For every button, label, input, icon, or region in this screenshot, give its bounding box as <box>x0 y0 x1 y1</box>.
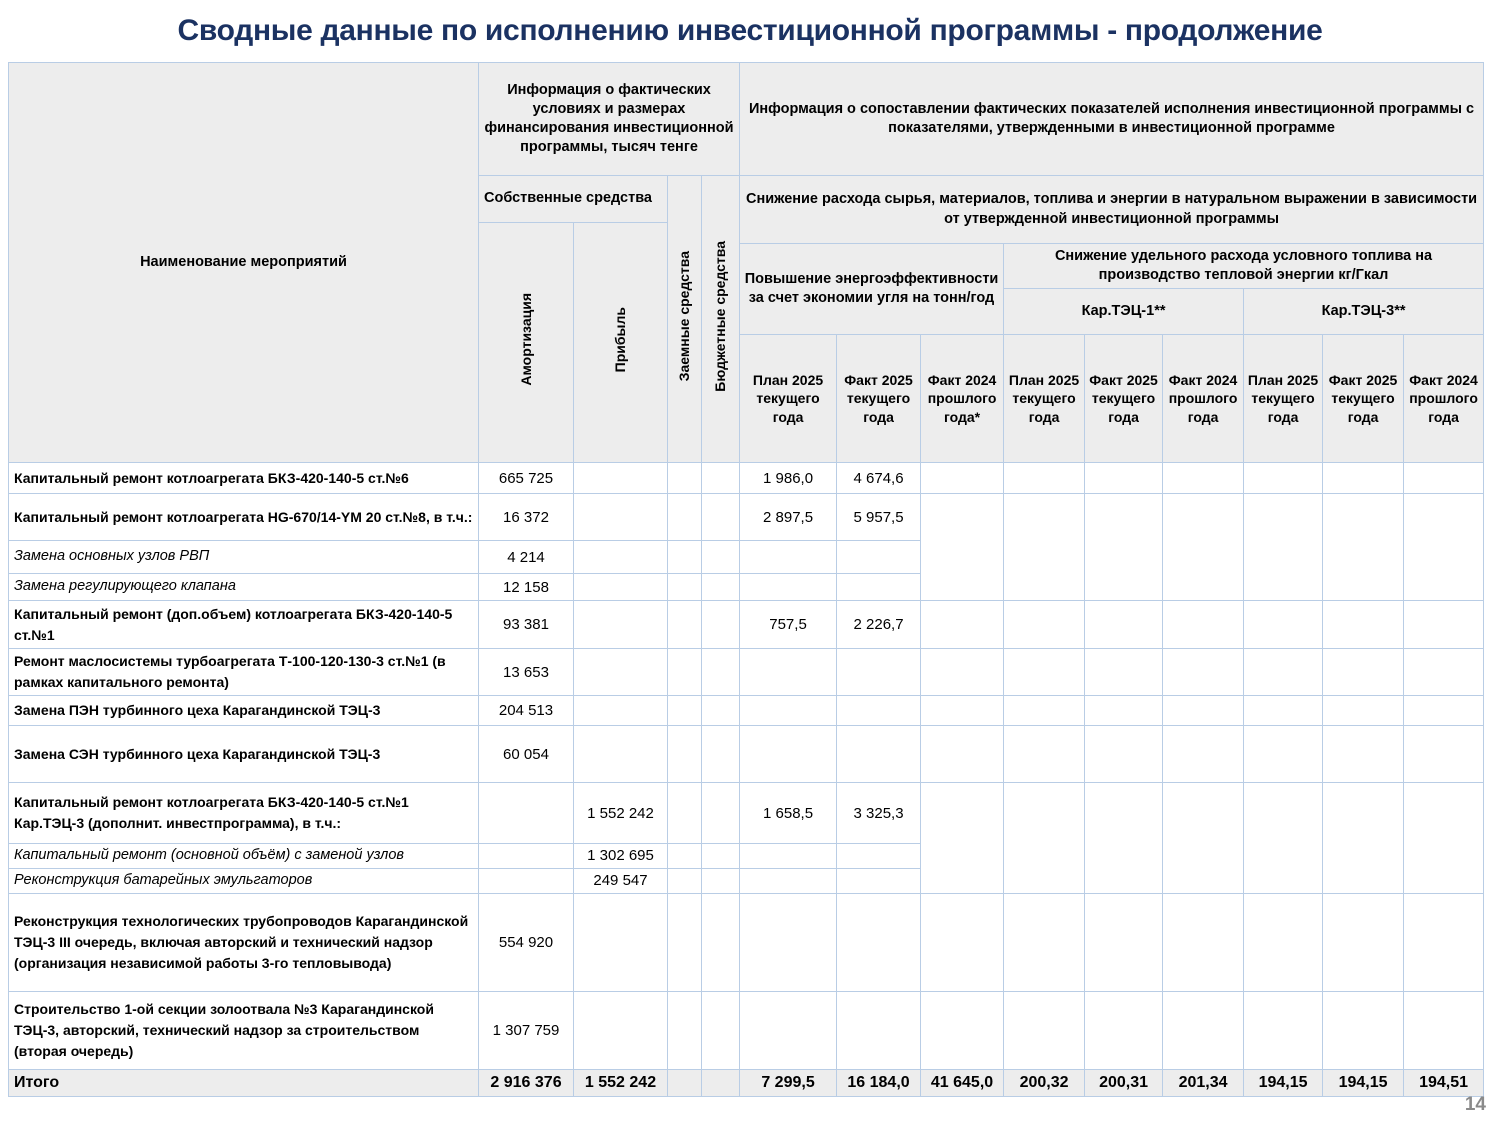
cell-coal-fact24 <box>921 649 1004 696</box>
cell-tec1-plan <box>1004 601 1085 649</box>
total-tec3-plan: 194,15 <box>1244 1069 1323 1096</box>
cell-tec3-fact25 <box>1323 601 1404 649</box>
cell-budget <box>702 574 740 601</box>
cell-tec3-plan <box>1244 463 1323 494</box>
cell-tec1-fact25 <box>1085 783 1163 894</box>
page-title: Сводные данные по исполнению инвестиционной программы - продолжение <box>177 14 1323 47</box>
cell-budget <box>702 726 740 783</box>
total-coal-plan: 7 299,5 <box>740 1069 837 1096</box>
header-raw-reduction: Снижение расхода сырья, материалов, топлива и энергии в натуральном выражении в зависимости от утвержденной инвестиционной программы <box>740 176 1484 244</box>
cell-coal-fact25 <box>837 649 921 696</box>
cell-budget <box>702 783 740 844</box>
cell-name: Капитальный ремонт котлоагрегата БКЗ-420-140-5 ст.№1 Кар.ТЭЦ-3 (дополнит. инвестпрограмма), в т.ч.: <box>9 783 479 844</box>
table-row <box>9 494 1484 541</box>
cell-coal-fact25 <box>837 844 921 869</box>
cell-profit <box>574 696 668 726</box>
cell-tec3-plan <box>1244 783 1323 894</box>
cell-budget <box>702 463 740 494</box>
cell-tec1-plan <box>1004 696 1085 726</box>
cell-coal-plan <box>740 893 837 991</box>
cell-amortization: 60 054 <box>479 726 574 783</box>
cell-budget <box>702 696 740 726</box>
cell-tec3-plan <box>1244 696 1323 726</box>
cell-tec1-fact25 <box>1085 494 1163 601</box>
cell-tec3-fact24 <box>1404 601 1484 649</box>
cell-tec1-fact25 <box>1085 463 1163 494</box>
cell-tec3-plan <box>1244 893 1323 991</box>
header-tec3: Кар.ТЭЦ-3** <box>1244 289 1484 335</box>
cell-coal-plan <box>740 574 837 601</box>
cell-tec1-fact24 <box>1163 783 1244 894</box>
profit-label: Прибыль <box>612 306 629 373</box>
cell-tec1-plan <box>1004 783 1085 894</box>
cell-coal-fact25: 4 674,6 <box>837 463 921 494</box>
cell-coal-plan <box>740 649 837 696</box>
cell-tec1-fact25 <box>1085 893 1163 991</box>
cell-tec3-fact24 <box>1404 783 1484 894</box>
cell-borrowed <box>668 696 702 726</box>
cell-coal-plan: 1 658,5 <box>740 783 837 844</box>
total-row <box>9 1069 1484 1096</box>
cell-coal-plan: 1 986,0 <box>740 463 837 494</box>
cell-name: Реконструкция батарейных эмульгаторов <box>9 868 479 893</box>
cell-budget <box>702 494 740 541</box>
header-tec1: Кар.ТЭЦ-1** <box>1004 289 1244 335</box>
header-row-1 <box>9 63 1484 176</box>
cell-profit <box>574 991 668 1069</box>
cell-profit <box>574 601 668 649</box>
cell-tec1-fact24 <box>1163 649 1244 696</box>
cell-tec3-fact25 <box>1323 649 1404 696</box>
cell-borrowed <box>668 844 702 869</box>
header-tec1-fact2025: Факт 2025 текущего года <box>1085 335 1163 463</box>
total-coal-fact25: 16 184,0 <box>837 1069 921 1096</box>
cell-profit <box>574 649 668 696</box>
cell-coal-fact25: 5 957,5 <box>837 494 921 541</box>
total-tec1-fact24: 201,34 <box>1163 1069 1244 1096</box>
cell-coal-plan <box>740 844 837 869</box>
cell-budget <box>702 601 740 649</box>
cell-profit: 1 552 242 <box>574 783 668 844</box>
cell-coal-plan: 2 897,5 <box>740 494 837 541</box>
header-amortization <box>479 223 574 463</box>
cell-tec1-fact25 <box>1085 991 1163 1069</box>
cell-tec1-fact24 <box>1163 463 1244 494</box>
cell-budget <box>702 649 740 696</box>
cell-tec3-fact25 <box>1323 893 1404 991</box>
cell-tec1-fact24 <box>1163 494 1244 601</box>
cell-tec3-fact24 <box>1404 696 1484 726</box>
cell-tec3-fact25 <box>1323 726 1404 783</box>
cell-borrowed <box>668 991 702 1069</box>
table-row <box>9 783 1484 844</box>
total-budget <box>702 1069 740 1096</box>
cell-name: Замена основных узлов РВП <box>9 541 479 574</box>
cell-tec3-plan <box>1244 649 1323 696</box>
cell-tec1-fact24 <box>1163 991 1244 1069</box>
total-tec3-fact24: 194,51 <box>1404 1069 1484 1096</box>
header-coal-fact2025: Факт 2025 текущего года <box>837 335 921 463</box>
cell-tec1-fact24 <box>1163 696 1244 726</box>
cell-tec1-plan <box>1004 726 1085 783</box>
total-coal-fact24: 41 645,0 <box>921 1069 1004 1096</box>
cell-profit <box>574 494 668 541</box>
cell-tec3-fact24 <box>1404 893 1484 991</box>
cell-coal-plan <box>740 541 837 574</box>
cell-borrowed <box>668 494 702 541</box>
total-borrowed <box>668 1069 702 1096</box>
cell-coal-fact25 <box>837 726 921 783</box>
cell-tec3-fact24 <box>1404 649 1484 696</box>
cell-tec1-plan <box>1004 991 1085 1069</box>
header-coal-fact2024: Факт 2024 прошлого года* <box>921 335 1004 463</box>
cell-name: Капитальный ремонт котлоагрегата БКЗ-420-140-5 ст.№6 <box>9 463 479 494</box>
cell-amortization <box>479 783 574 844</box>
cell-tec3-fact24 <box>1404 991 1484 1069</box>
cell-borrowed <box>668 893 702 991</box>
cell-coal-fact25 <box>837 868 921 893</box>
header-tec3-fact2024: Факт 2024 прошлого года <box>1404 335 1484 463</box>
total-tec1-plan: 200,32 <box>1004 1069 1085 1096</box>
total-tec1-fact25: 200,31 <box>1085 1069 1163 1096</box>
cell-coal-fact25 <box>837 696 921 726</box>
table-row <box>9 649 1484 696</box>
cell-name: Замена регулирующего клапана <box>9 574 479 601</box>
table-row <box>9 601 1484 649</box>
cell-profit <box>574 574 668 601</box>
page-number: 14 <box>1464 1094 1486 1115</box>
cell-coal-fact24 <box>921 726 1004 783</box>
cell-amortization: 1 307 759 <box>479 991 574 1069</box>
cell-borrowed <box>668 783 702 844</box>
cell-borrowed <box>668 601 702 649</box>
cell-coal-plan: 757,5 <box>740 601 837 649</box>
cell-coal-fact25 <box>837 574 921 601</box>
cell-tec1-fact24 <box>1163 601 1244 649</box>
cell-coal-plan <box>740 991 837 1069</box>
cell-amortization: 554 920 <box>479 893 574 991</box>
budget-funds-label: Бюджетные средства <box>712 240 729 392</box>
header-comparison: Информация о сопоставлении фактических показателей исполнения инвестиционной программы с показателями, утвержденными в инвестиционной программе <box>740 63 1484 176</box>
cell-amortization <box>479 844 574 869</box>
header-own-funds: Собственные средства <box>479 176 668 223</box>
cell-amortization: 12 158 <box>479 574 574 601</box>
cell-amortization: 665 725 <box>479 463 574 494</box>
cell-tec1-fact25 <box>1085 726 1163 783</box>
cell-name: Ремонт маслосистемы турбоагрегата Т-100-120-130-3 ст.№1 (в рамках капитального ремонта) <box>9 649 479 696</box>
cell-borrowed <box>668 726 702 783</box>
cell-coal-fact25: 2 226,7 <box>837 601 921 649</box>
cell-tec3-fact25 <box>1323 494 1404 601</box>
cell-borrowed <box>668 649 702 696</box>
header-tec3-fact2025: Факт 2025 текущего года <box>1323 335 1404 463</box>
header-name-col: Наименование мероприятий <box>9 63 479 463</box>
cell-borrowed <box>668 463 702 494</box>
header-tec1-fact2024: Факт 2024 прошлого года <box>1163 335 1244 463</box>
header-tec3-plan2025: План 2025 текущего года <box>1244 335 1323 463</box>
header-tec1-plan2025: План 2025 текущего года <box>1004 335 1085 463</box>
table-row <box>9 726 1484 783</box>
cell-tec1-fact25 <box>1085 696 1163 726</box>
cell-coal-fact25 <box>837 541 921 574</box>
cell-coal-fact24 <box>921 494 1004 601</box>
cell-name: Замена ПЭН турбинного цеха Карагандинской ТЭЦ-3 <box>9 696 479 726</box>
total-tec3-fact25: 194,15 <box>1323 1069 1404 1096</box>
cell-tec3-fact25 <box>1323 991 1404 1069</box>
cell-borrowed <box>668 868 702 893</box>
cell-amortization: 204 513 <box>479 696 574 726</box>
cell-tec3-plan <box>1244 726 1323 783</box>
cell-profit <box>574 463 668 494</box>
header-financing: Информация о фактических условиях и размерах финансирования инвестиционной программы, тысяч тенге <box>479 63 740 176</box>
header-coal-plan2025: План 2025 текущего года <box>740 335 837 463</box>
cell-name: Строительство 1-ой секции золоотвала №3 Карагандинской ТЭЦ-3, авторский, технический надзор за строительством (вторая очередь) <box>9 991 479 1069</box>
cell-tec1-plan <box>1004 649 1085 696</box>
cell-coal-fact24 <box>921 601 1004 649</box>
cell-profit <box>574 893 668 991</box>
cell-budget <box>702 893 740 991</box>
cell-name: Реконструкция технологических трубопроводов Карагандинской ТЭЦ-3 III очередь, включая авторский и технический надзор (организация независимой работы 3-го тепловывода) <box>9 893 479 991</box>
cell-coal-plan <box>740 868 837 893</box>
borrowed-funds-label: Заемные средства <box>676 250 693 382</box>
cell-name: Капитальный ремонт котлоагрегата HG-670/14-YM 20 ст.№8, в т.ч.: <box>9 494 479 541</box>
cell-tec3-fact24 <box>1404 494 1484 601</box>
cell-budget <box>702 541 740 574</box>
cell-amortization <box>479 868 574 893</box>
cell-amortization: 13 653 <box>479 649 574 696</box>
header-profit <box>574 223 668 463</box>
cell-coal-fact24 <box>921 991 1004 1069</box>
total-amortization: 2 916 376 <box>479 1069 574 1096</box>
header-fuel-reduction: Снижение удельного расхода условного топлива на производство тепловой энергии кг/Гкал <box>1004 244 1484 289</box>
investment-program-table <box>8 62 1484 1097</box>
table-row <box>9 696 1484 726</box>
table-row <box>9 991 1484 1069</box>
cell-tec1-plan <box>1004 893 1085 991</box>
cell-tec3-plan <box>1244 494 1323 601</box>
cell-coal-fact24 <box>921 893 1004 991</box>
cell-coal-fact25: 3 325,3 <box>837 783 921 844</box>
header-budget-funds <box>702 176 740 463</box>
cell-name: Капитальный ремонт (доп.объем) котлоагрегата БКЗ-420-140-5 ст.№1 <box>9 601 479 649</box>
cell-tec3-fact25 <box>1323 463 1404 494</box>
cell-tec1-fact24 <box>1163 726 1244 783</box>
cell-profit: 1 302 695 <box>574 844 668 869</box>
cell-amortization: 4 214 <box>479 541 574 574</box>
cell-tec3-fact24 <box>1404 726 1484 783</box>
header-borrowed-funds <box>668 176 702 463</box>
cell-profit <box>574 541 668 574</box>
cell-coal-fact24 <box>921 696 1004 726</box>
cell-tec1-fact24 <box>1163 893 1244 991</box>
cell-coal-fact25 <box>837 893 921 991</box>
cell-coal-plan <box>740 696 837 726</box>
amortization-label: Амортизация <box>517 293 534 386</box>
cell-profit: 249 547 <box>574 868 668 893</box>
cell-coal-plan <box>740 726 837 783</box>
cell-tec3-plan <box>1244 991 1323 1069</box>
cell-profit <box>574 726 668 783</box>
header-energy-efficiency: Повышение энергоэффективности за счет экономии угля на тонн/год <box>740 244 1004 335</box>
cell-budget <box>702 868 740 893</box>
cell-name: Капитальный ремонт (основной объём) с заменой узлов <box>9 844 479 869</box>
cell-budget <box>702 844 740 869</box>
cell-tec1-fact25 <box>1085 601 1163 649</box>
cell-tec3-fact24 <box>1404 463 1484 494</box>
cell-amortization: 93 381 <box>479 601 574 649</box>
cell-name: Замена СЭН турбинного цеха Карагандинской ТЭЦ-3 <box>9 726 479 783</box>
cell-tec1-fact25 <box>1085 649 1163 696</box>
cell-tec1-plan <box>1004 463 1085 494</box>
table-row <box>9 463 1484 494</box>
cell-coal-fact24 <box>921 783 1004 894</box>
total-label: Итого <box>9 1069 479 1096</box>
table-row <box>9 893 1484 991</box>
total-profit: 1 552 242 <box>574 1069 668 1096</box>
cell-borrowed <box>668 574 702 601</box>
cell-budget <box>702 991 740 1069</box>
cell-tec3-fact25 <box>1323 696 1404 726</box>
cell-tec3-plan <box>1244 601 1323 649</box>
cell-coal-fact25 <box>837 991 921 1069</box>
cell-tec3-fact25 <box>1323 783 1404 894</box>
cell-coal-fact24 <box>921 463 1004 494</box>
cell-amortization: 16 372 <box>479 494 574 541</box>
cell-borrowed <box>668 541 702 574</box>
cell-tec1-plan <box>1004 494 1085 601</box>
